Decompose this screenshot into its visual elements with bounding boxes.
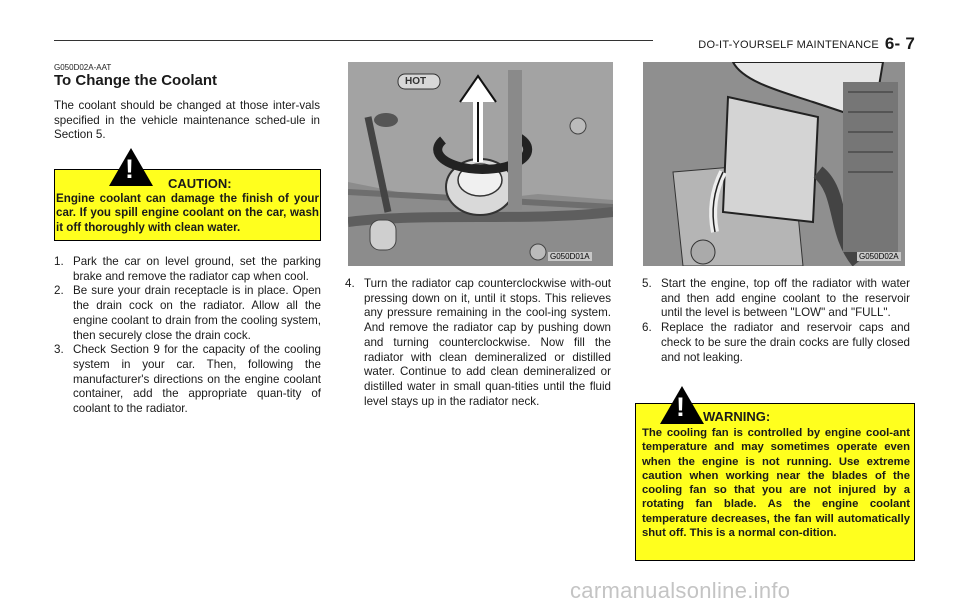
page-header [698,33,915,53]
section-heading: To Change the Coolant [54,72,218,89]
list-item: 2. Be sure your drain receptacle is in place. Open the drain cock on the radiator. Allow all the engine coolant to drain from the cooling system, then securely close the drain cock. [54,284,321,342]
radiator-cap-illustration [348,62,613,266]
figure-code: G050D01A [550,252,590,261]
section-title: DO-IT-YOURSELF MAINTENANCE [698,39,879,51]
header-rule [54,40,653,41]
steps-list-left [54,255,321,417]
caution-warning-icon: ! [109,148,153,186]
intro-paragraph: The coolant should be changed at those inter-vals specified in the vehicle maintenance sched-ule in Section 5. [54,99,320,142]
doc-code: G050D02A-AAT [54,63,112,72]
warning-heading: WARNING: [703,409,771,424]
caution-box [54,154,321,241]
watermark: carmanualsonline.info [570,578,791,603]
figure-code: G050D02A [859,252,899,261]
coolant-filling-illustration [643,62,905,266]
list-item: 5. Start the engine, top off the radiator with water and then add engine coolant to the reservoir until the level is between "LOW" and "FULL". [642,277,910,320]
caution-text: Engine coolant can damage the finish of your car. If you spill engine coolant on the car, wash it off thoroughly with clean water. [56,192,319,234]
list-item: 1. Park the car on level ground, set the parking brake and remove the radiator cap when cool. [54,255,321,283]
steps-list-right [642,277,910,365]
hot-label: HOT [405,76,427,87]
list-item: 4. Turn the radiator cap counterclockwise with-out pressing down on it, until it stops. This relieves any pressure remaining in the cool-ing system. And remove the radiator cap by pushing down and turning counterclockwise. Now fill the radiator with clean demineralized or distilled water. Continue to add clean demineralized or distilled water in small quan-tities until the fluid level stays up in the radiator neck. [345,277,611,408]
page-number: 6- 7 [884,34,915,53]
caution-heading: CAUTION: [168,176,232,191]
warning-alert-icon: ! [660,386,704,424]
warning-box [635,392,915,561]
warning-text: The cooling fan is controlled by engine cool-ant temperature and may sometimes operate even when the engine is not running. Use extreme caution when working near the blades of the cooling fan so that you are not injured by a rotating fan blade. As the engine coolant temperature decreases, the fan will automatically shut off. This is a normal con-dition. [642,427,910,540]
steps-list-middle [345,277,611,409]
list-item: 6. Replace the radiator and reservoir caps and check to be sure the drain cocks are fully closed and not leaking. [642,321,910,364]
list-item: 3. Check Section 9 for the capacity of the cooling system in your car. Then, following the manufacturer's directions on the engine coolant container, add the appropriate quan-tity of coolant to the radiator. [54,343,321,416]
